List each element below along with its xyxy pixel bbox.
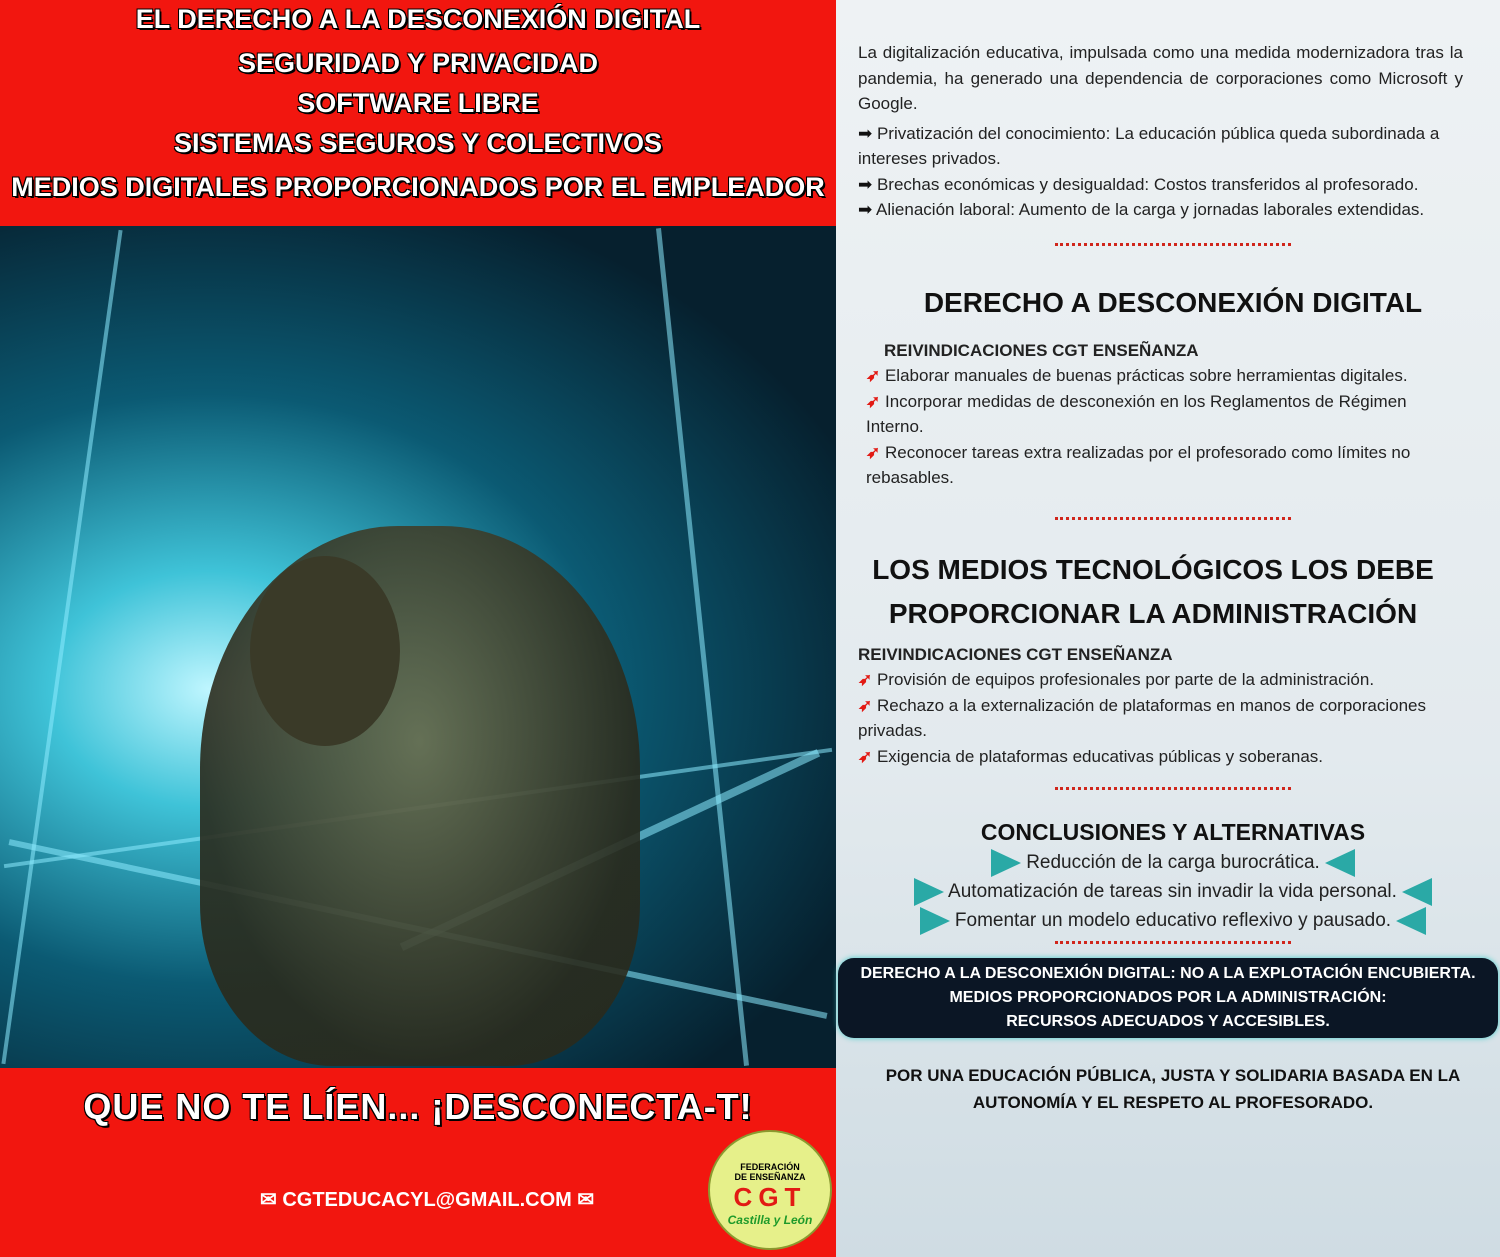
intro-points: ➡ Privatización del conocimiento: La educación pública queda subordinada a intereses privados. ➡ Brechas económicas y desigualdad: Costos transferidos al profesorado. ➡ Alienación laboral: Aumento de la carga y jornadas laborales extendidas.	[858, 123, 1440, 219]
logo-name: CGT	[733, 1182, 807, 1212]
email-line	[260, 1187, 594, 1212]
list-item: Reconocer tareas extra realizadas por el profesorado como límites no rebasables.	[866, 442, 1411, 487]
closing-statement: POR UNA EDUCACIÓN PÚBLICA, JUSTA Y SOLIDARIA BASADA EN LA AUTONOMÍA Y EL RESPETO AL PROFESORADO.	[885, 1066, 1461, 1112]
logo-region: Castilla y León	[727, 1213, 813, 1227]
logo-text: DE ENSEÑANZA	[734, 1172, 806, 1182]
summary-banner	[838, 958, 1498, 1038]
section-subtitle: REIVINDICACIONES CGT ENSEÑANZA	[858, 644, 1173, 664]
list-item: Rechazo a la externalización de plataformas en manos de corporaciones privadas.	[858, 695, 1427, 740]
list-item: Reducción de la carga burocrática.	[1026, 852, 1320, 873]
list-item: Fomentar un modelo educativo reflexivo y pausado.	[954, 910, 1392, 931]
arrow-right-icon	[914, 878, 944, 906]
divider	[1055, 787, 1291, 790]
arrow-left-icon	[1325, 849, 1355, 877]
email-link[interactable]: CGTEDUCACYL@GMAIL.COM	[282, 1189, 572, 1211]
slogan-text: QUE NO TE LÍEN... ¡DESCONECTA-T!	[83, 1086, 753, 1127]
section-title: DERECHO A DESCONEXIÓN DIGITAL	[923, 286, 1423, 318]
arrow-left-icon	[1396, 907, 1426, 935]
cgt-logo	[708, 1130, 832, 1250]
header-line-text: SOFTWARE LIBRE	[297, 88, 539, 118]
header-line	[0, 88, 836, 119]
arrow-right-icon	[991, 849, 1021, 877]
section-title: LOS MEDIOS TECNOLÓGICOS LOS DEBE PROPORCIONAR LA ADMINISTRACIÓN	[872, 553, 1434, 629]
header-line-text: SEGURIDAD Y PRIVACIDAD	[237, 48, 599, 78]
intro-point: Brechas económicas y desigualdad: Costos transferidos al profesorado.	[876, 174, 1419, 194]
divider	[1055, 243, 1291, 246]
minotaur-maze-illustration	[0, 226, 836, 1068]
section-subtitle: REIVINDICACIONES CGT ENSEÑANZA	[884, 340, 1199, 360]
section1-list: ➶ Elaborar manuales de buenas prácticas sobre herramientas digitales. ➶ Incorporar medidas de desconexión en los Reglamentos de Régimen Interno. ➶ Reconocer tareas extra realizadas por el profesorado como límites no rebasables.	[866, 366, 1411, 487]
mail-icon: ✉	[571, 1189, 595, 1211]
arrow-right-icon	[920, 907, 950, 935]
header-line	[0, 172, 836, 203]
minotaur-head	[250, 556, 400, 746]
list-item: Elaborar manuales de buenas prácticas sobre herramientas digitales.	[884, 366, 1408, 385]
header-line-text: SISTEMAS SEGUROS Y COLECTIVOS	[173, 128, 663, 158]
intro-text: La digitalización educativa, impulsada como una medida modernizadora tras la pandemia, ha generado una dependencia de corporaciones como Microsoft y Google.	[858, 43, 1463, 113]
header-line	[0, 48, 836, 79]
poster-title-text: EL DERECHO A LA DESCONEXIÓN DIGITAL	[135, 4, 701, 34]
arrow-left-icon	[1402, 878, 1432, 906]
banner-line: MEDIOS PROPORCIONADOS POR LA ADMINISTRACIÓN: RECURSOS ADECUADOS Y ACCESIBLES.	[949, 989, 1387, 1030]
banner-line: DERECHO A LA DESCONEXIÓN DIGITAL: NO A LA EXPLOTACIÓN ENCUBIERTA.	[860, 965, 1476, 982]
poster-title	[0, 4, 836, 35]
list-item: Exigencia de plataformas educativas públicas y soberanas.	[876, 746, 1324, 766]
mail-icon: ✉	[260, 1189, 283, 1211]
list-item: Incorporar medidas de desconexión en los Reglamentos de Régimen Interno.	[866, 391, 1407, 436]
logo-text: FEDERACIÓN	[740, 1162, 800, 1172]
conclusions-list	[858, 848, 1488, 935]
divider	[1055, 941, 1291, 944]
section-title: CONCLUSIONES Y ALTERNATIVAS	[980, 819, 1366, 845]
right-column	[858, 40, 1488, 1116]
list-item: Provisión de equipos profesionales por parte de la administración.	[876, 670, 1375, 689]
section2-list: ➶ Provisión de equipos profesionales por parte de la administración. ➶ Rechazo a la externalización de plataformas en manos de corporaciones privadas. ➶ Exigencia de plataformas educativas públicas y soberanas.	[858, 670, 1427, 766]
header-line-text: MEDIOS DIGITALES PROPORCIONADOS POR EL EMPLEADOR	[11, 172, 825, 202]
divider	[1055, 517, 1291, 520]
slogan	[0, 1086, 836, 1128]
list-item: Automatización de tareas sin invadir la vida personal.	[948, 881, 1397, 902]
header-line	[0, 128, 836, 159]
intro-point: Alienación laboral: Aumento de la carga y jornadas laborales extendidas.	[876, 200, 1425, 219]
intro-point: Privatización del conocimiento: La educación pública queda subordinada a intereses privados.	[858, 123, 1440, 168]
